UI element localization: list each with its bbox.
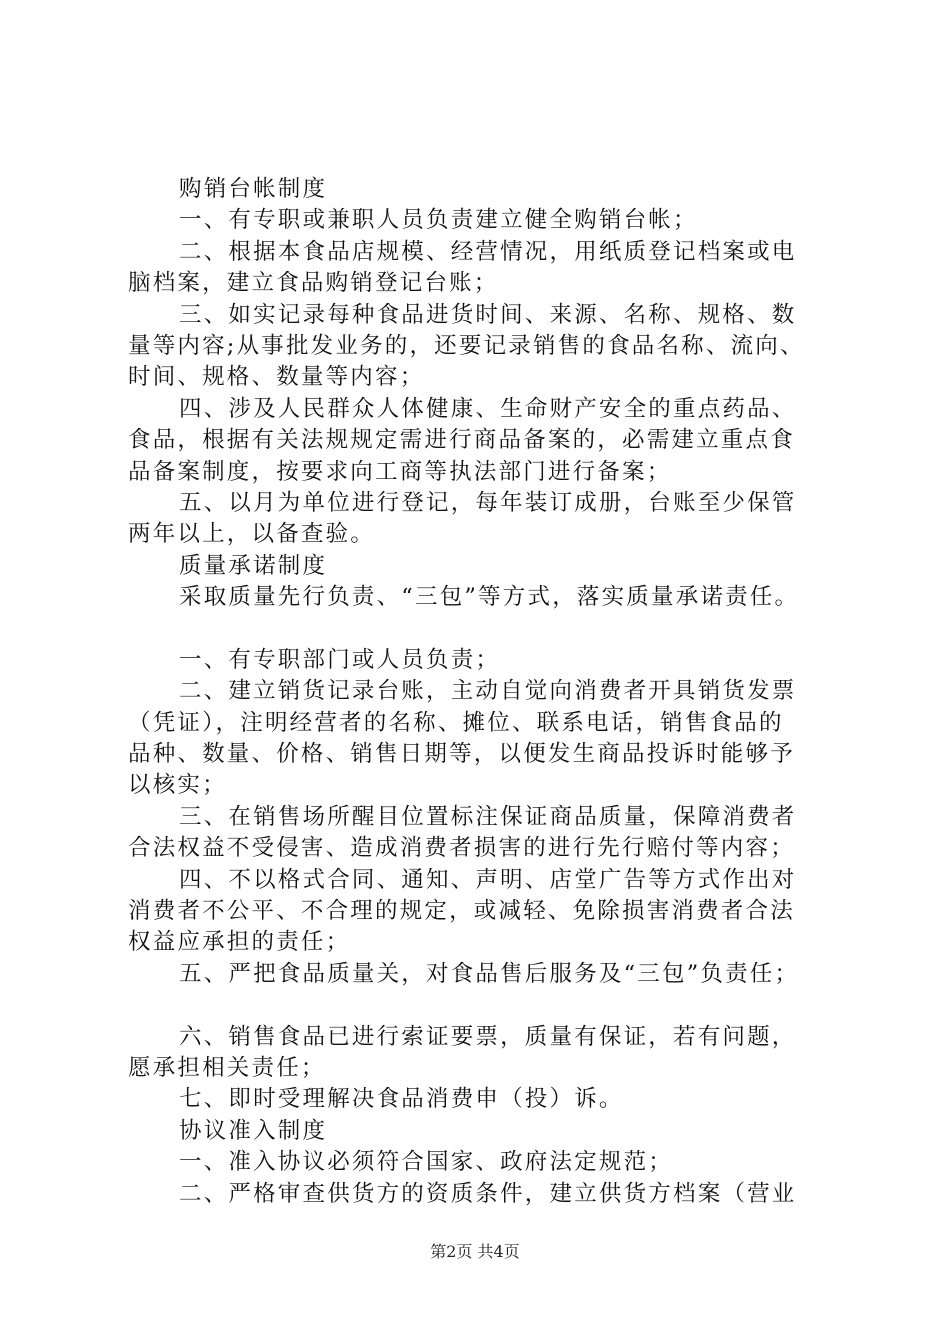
paragraph-line: 愿承担相关责任；: [128, 1054, 326, 1081]
paragraph-line: 时间、规格、数量等内容；: [128, 364, 425, 391]
paragraph-line: 二、根据本食品店规模、经营情况，用纸质登记档案或电: [179, 238, 797, 265]
paragraph-line: 一、有专职部门或人员负责；: [179, 646, 501, 673]
paragraph-line: 五、以月为单位进行登记，每年装订成册，台账至少保管: [179, 489, 797, 516]
paragraph-line: 一、准入协议必须符合国家、政府法定规范；: [179, 1149, 674, 1176]
paragraph-line: 合法权益不受侵害、造成消费者损害的进行先行赔付等内容；: [128, 835, 795, 862]
paragraph-line: 四、涉及人民群众人体健康、生命财产安全的重点药品、: [179, 395, 797, 422]
paragraph-line: 食品，根据有关法规规定需进行商品备案的，必需建立重点食: [128, 427, 795, 454]
paragraph-line: 四、不以格式合同、通知、声明、店堂广告等方式作出对: [179, 866, 797, 893]
paragraph-line: 脑档案，建立食品购销登记台账；: [128, 270, 499, 297]
paragraph-line: 消费者不公平、不合理的规定，或减轻、免除损害消费者合法: [128, 897, 795, 924]
blank-line: [128, 990, 838, 1021]
section-title-purchase-sales-ledger: 购销台帐制度: [179, 176, 328, 202]
paragraph-line: 采取质量先行负责、“三包”等方式，落实质量承诺责任。: [179, 584, 800, 611]
paragraph-line: 三、在销售场所醒目位置标注保证商品质量，保障消费者: [179, 803, 797, 830]
page-number-footer: 第2页 共4页: [430, 1242, 520, 1261]
paragraph-line: 品备案制度，按要求向工商等执法部门进行备案；: [128, 458, 672, 485]
paragraph-line: 六、销售食品已进行索证要票，质量有保证，若有问题，: [179, 1023, 797, 1050]
paragraph-line: 三、如实记录每种食品进货时间、来源、名称、规格、数: [179, 301, 797, 328]
paragraph-line: 一、有专职或兼职人员负责建立健全购销台帐；: [179, 207, 698, 234]
paragraph-line: 量等内容;从事批发业务的，还要记录销售的食品名称、流向、: [128, 332, 805, 359]
paragraph-line: 品种、数量、价格、销售日期等，以便发生商品投诉时能够予: [128, 741, 795, 768]
paragraph-line: 二、严格审查供货方的资质条件，建立供货方档案（营业: [179, 1180, 797, 1207]
paragraph-line: 七、即时受理解决食品消费申（投）诉。: [179, 1086, 624, 1113]
paragraph-line: 二、建立销货记录台账，主动自觉向消费者开具销货发票: [179, 678, 797, 705]
paragraph-line: 两年以上，以备查验。: [128, 521, 376, 548]
section-title-quality-commitment: 质量承诺制度: [179, 552, 328, 579]
paragraph-line: （凭证），注明经营者的名称、摊位、联系电话，销售食品的: [128, 709, 784, 736]
paragraph-line: 五、严把食品质量关，对食品售后服务及“三包”负责任；: [179, 960, 800, 987]
paragraph-line: 权益应承担的责任；: [128, 929, 351, 956]
paragraph-line: 以核实；: [128, 772, 227, 799]
blank-line: [128, 613, 838, 644]
section-title-agreement-access: 协议准入制度: [179, 1117, 328, 1144]
document-body: [128, 174, 838, 1210]
